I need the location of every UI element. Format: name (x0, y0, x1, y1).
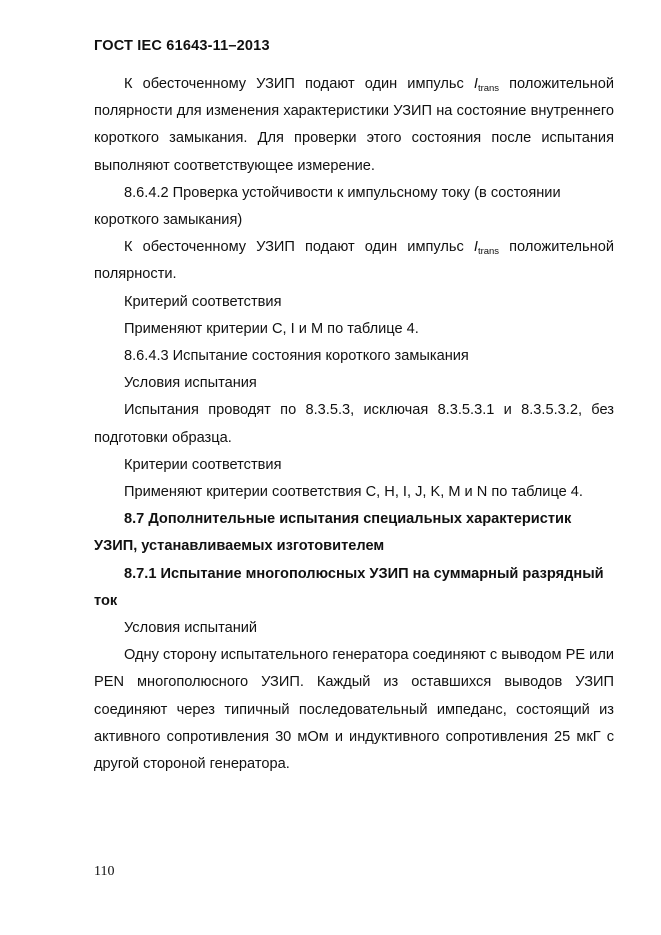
section-8-6-4-3-title: 8.6.4.3 Испытание состояния короткого замыкания (124, 348, 469, 365)
criterion-heading: Критерий соответствия (124, 293, 282, 310)
test-conditions-heading-2: Условия испытаний (124, 620, 258, 637)
criteria-c-i-m: Применяют критерии C, I и M по таблице 4. (124, 320, 419, 337)
criteria-heading: Критерии соответствия (124, 456, 282, 473)
document-body (94, 71, 614, 778)
paragraph-criteria-list: Применяют критерии соответствия C, H, I, J, K, M и N по таблице 4. (124, 484, 583, 501)
paragraph-impulse-intro: К обесточенному УЗИП подают один импульс $I_{trans}$ положительной полярности для изменения характеристики УЗИП на состояние внутреннего короткого замыкания. Для проверки этого состояния после испытания выполняют соответствующее измерение. (94, 76, 614, 174)
section-8-7-title: 8.7 Дополнительные испытания специальных характеристик УЗИП, устанавливаемых изготовителем (94, 511, 572, 555)
page-number: 110 (94, 864, 115, 879)
paragraph-generator-connection: Одну сторону испытательного генератора соединяют с выводом PE или PEN многополюсного УЗИП. Каждый из оставшихся выводов УЗИП соединяют через типичный последовательный импеданс, состоящий из активного сопротивления 30 мОм и индуктивного сопротивления 25 мкГ с другой стороной генератора. (94, 647, 614, 773)
test-conditions-heading: Условия испытания (124, 375, 257, 392)
paragraph-tests-performed: Испытания проводят по 8.3.5.3, исключая 8.3.5.3.1 и 8.3.5.3.2, без подготовки образца. (94, 402, 614, 446)
document-header: ГОСТ IEC 61643-11–2013 (94, 38, 270, 54)
itrans-symbol: $I_{trans}$ (473, 239, 500, 258)
paragraph-impulse-polarity: К обесточенному УЗИП подают один импульс $I_{trans}$ положительной полярности. (94, 239, 614, 283)
section-8-7-1-title: 8.7.1 Испытание многополюсных УЗИП на суммарный разрядный ток (94, 565, 604, 609)
section-8-6-4-2-title: 8.6.4.2 Проверка устойчивости к импульсному току (в состоянии короткого замыкания) (94, 184, 561, 229)
itrans-symbol: $I_{trans}$ (473, 76, 500, 94)
